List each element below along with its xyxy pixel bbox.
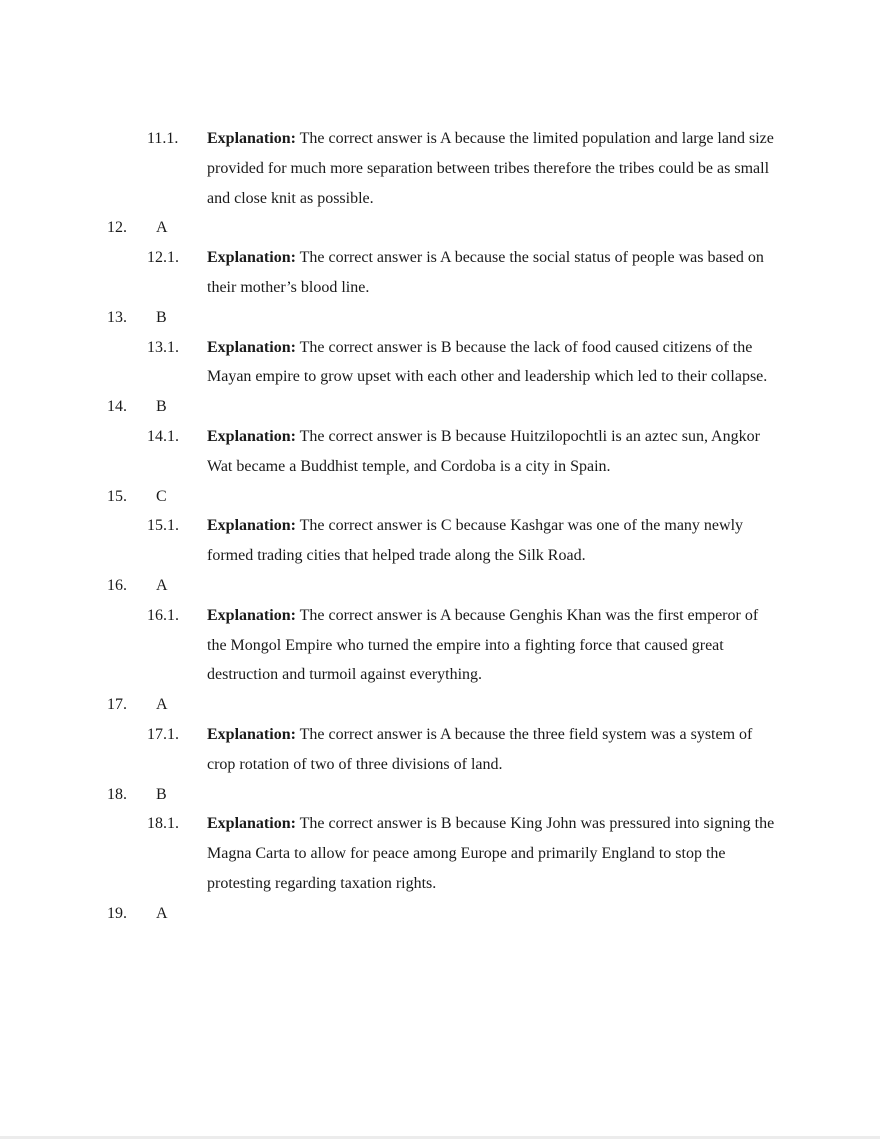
answer-letter: A [156, 576, 168, 594]
explanation-number: 15.1. [147, 517, 179, 535]
answer-item [0, 571, 880, 601]
explanation-number: 18.1. [147, 815, 179, 833]
answer-item [0, 780, 880, 810]
explanation-item [0, 720, 880, 780]
explanation-text: The correct answer is A because the limited population and large land size provided for much more separation between tribes therefore the tribes could be as small and close knit as possible. [207, 130, 774, 207]
answer-item [0, 392, 880, 422]
explanation-item [0, 124, 880, 213]
explanation-number: 17.1. [147, 725, 179, 743]
answer-number: 16. [107, 576, 127, 594]
explanation-text: The correct answer is C because Kashgar was one of the many newly formed trading cities that helped trade along the Silk Road. [207, 517, 744, 565]
answer-number: 18. [107, 785, 127, 803]
explanation-text: The correct answer is B because Huitzilopochtli is an aztec sun, Angkor Wat became a Buddhist temple, and Cordoba is a city in Spain. [207, 427, 760, 475]
answer-number: 19. [107, 904, 127, 922]
explanation-number: 11.1. [147, 130, 179, 147]
answer-number: 13. [107, 308, 127, 326]
explanation-number: 13.1. [147, 338, 179, 356]
explanation-item [0, 809, 880, 898]
explanation-label: Explanation: [207, 130, 296, 147]
answer-letter: A [156, 696, 168, 714]
explanation-item [0, 243, 880, 303]
explanation-label: Explanation: [207, 725, 296, 743]
explanation-label: Explanation: [207, 815, 296, 833]
explanation-body [207, 422, 775, 482]
explanation-body [207, 601, 775, 690]
explanation-text: The correct answer is A because Genghis Khan was the first emperor of the Mongol Empire who turned the empire into a fighting force that caused great destruction and turmoil against everything. [207, 606, 759, 684]
explanation-body [207, 124, 775, 213]
explanation-item [0, 333, 880, 393]
explanation-body [207, 511, 775, 571]
answer-item [0, 482, 880, 512]
explanation-label: Explanation: [207, 517, 296, 535]
explanation-body [207, 720, 775, 780]
explanation-body [207, 333, 775, 393]
answer-item [0, 899, 880, 929]
explanation-label: Explanation: [207, 249, 296, 267]
answer-letter: A [156, 904, 168, 922]
explanation-text: The correct answer is B because the lack of food caused citizens of the Mayan empire to grow upset with each other and leadership which led to their collapse. [207, 338, 768, 386]
explanation-body [207, 243, 775, 303]
explanation-label: Explanation: [207, 427, 296, 445]
explanation-text: The correct answer is A because the social status of people was based on their mother’s blood line. [207, 249, 764, 296]
explanation-text: The correct answer is A because the three field system was a system of crop rotation of two of three divisions of land. [207, 725, 753, 773]
explanation-number: 14.1. [147, 427, 179, 445]
answer-key-list [0, 124, 880, 929]
answer-letter: B [156, 398, 167, 416]
explanation-body [207, 809, 775, 898]
explanation-item [0, 601, 880, 690]
answer-letter: B [156, 308, 167, 326]
explanation-label: Explanation: [207, 606, 296, 624]
answer-item [0, 303, 880, 333]
answer-item [0, 213, 880, 243]
explanation-item [0, 511, 880, 571]
answer-number: 12. [107, 219, 127, 237]
answer-letter: B [156, 785, 167, 803]
answer-number: 14. [107, 398, 127, 416]
answer-letter: C [156, 487, 167, 505]
explanation-label: Explanation: [207, 338, 296, 356]
explanation-item [0, 422, 880, 482]
answer-number: 15. [107, 487, 127, 505]
explanation-number: 12.1. [147, 249, 179, 267]
answer-number: 17. [107, 696, 127, 714]
answer-item [0, 690, 880, 720]
explanation-number: 16.1. [147, 606, 179, 624]
answer-letter: A [156, 219, 168, 237]
explanation-text: The correct answer is B because King John was pressured into signing the Magna Carta to allow for peace among Europe and primarily England to stop the protesting regarding taxation rights. [207, 815, 775, 892]
